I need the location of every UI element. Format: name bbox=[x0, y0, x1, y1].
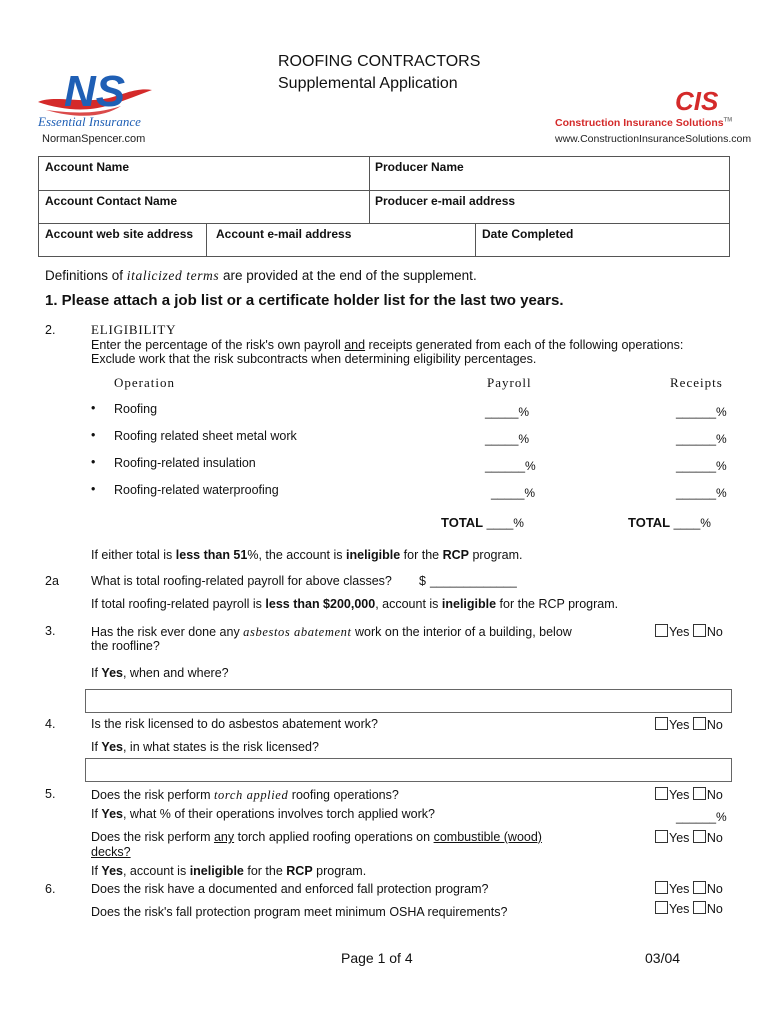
q6-number: 6. bbox=[45, 882, 56, 896]
q3-no-checkbox[interactable] bbox=[693, 624, 706, 637]
q3-text bbox=[91, 625, 572, 640]
op-row-receipts-input[interactable]: ______% bbox=[676, 432, 727, 446]
form-date: 03/04 bbox=[645, 950, 681, 966]
q6a-yes-label: Yes bbox=[669, 882, 690, 896]
definitions-term: italicized terms bbox=[126, 268, 220, 283]
account-info-table bbox=[38, 156, 730, 257]
op-row-receipts-input[interactable]: ______% bbox=[676, 459, 727, 473]
q2-line1-post: receipts generated from each of the following operations: bbox=[365, 338, 684, 352]
q4-text: Is the risk licensed to do asbestos abatement work? bbox=[91, 717, 378, 731]
q6a-yes-no bbox=[655, 881, 723, 896]
q2-note-b2: ineligible bbox=[346, 548, 401, 562]
q2a-note-pre: If total roofing-related payroll is bbox=[91, 597, 266, 611]
page-number: Page 1 of 4 bbox=[341, 950, 413, 966]
col-payroll: Payroll bbox=[487, 375, 532, 390]
q3-yes-label: Yes bbox=[669, 625, 690, 639]
ns-logo-website: NormanSpencer.com bbox=[42, 133, 146, 145]
cis-logo-name bbox=[555, 117, 732, 129]
q2a-note-b1: less than $200,000 bbox=[265, 597, 376, 611]
q6b-yes-checkbox[interactable] bbox=[655, 901, 668, 914]
q5-note-b1: Yes bbox=[101, 864, 123, 878]
q5-combustible-question bbox=[91, 830, 542, 844]
q2a-payroll-input[interactable]: _____________ bbox=[430, 574, 517, 588]
account-name-field[interactable]: Account Name bbox=[45, 160, 130, 174]
q2a-note-b2: ineligible bbox=[441, 597, 497, 611]
q3-if-post: , when and where? bbox=[122, 666, 229, 680]
col-operation: Operation bbox=[114, 375, 175, 390]
q6b-no-label: No bbox=[706, 902, 723, 916]
q5-note-pre: If bbox=[91, 864, 102, 878]
q4-answer-box[interactable] bbox=[85, 758, 732, 782]
q6b-no-checkbox[interactable] bbox=[693, 901, 706, 914]
op-row-label: Roofing-related insulation bbox=[114, 456, 256, 470]
op-row-payroll-input[interactable]: _____% bbox=[485, 405, 530, 419]
cis-logo bbox=[555, 86, 752, 148]
q4-if-b: Yes bbox=[101, 740, 123, 754]
q4-no-checkbox[interactable] bbox=[693, 717, 706, 730]
total-receipts-input[interactable]: ____% bbox=[673, 516, 711, 530]
ns-logo bbox=[36, 66, 156, 150]
q5-yes-no bbox=[655, 787, 723, 802]
q6b-yes-no bbox=[655, 901, 723, 916]
q6a-no-label: No bbox=[706, 882, 723, 896]
title-line1: ROOFING CONTRACTORS bbox=[278, 53, 481, 70]
q2a-number: 2a bbox=[45, 574, 59, 588]
total-receipts bbox=[628, 515, 711, 530]
op-row-label: Roofing-related waterproofing bbox=[114, 483, 279, 497]
question-1: 1. Please attach a job list or a certificate holder list for the last two years. bbox=[45, 292, 564, 309]
ns-logo-letters: NS bbox=[64, 67, 126, 116]
q5-qb-mid: torch applied roofing operations on bbox=[234, 830, 434, 844]
q5-note-b3: RCP bbox=[286, 864, 313, 878]
q2-note-b3: RCP bbox=[442, 548, 469, 562]
q5b-yes-no bbox=[655, 830, 723, 845]
q2-line1-und: and bbox=[344, 338, 366, 352]
op-row-receipts-input[interactable]: ______% bbox=[676, 405, 727, 419]
q6a-yes-checkbox[interactable] bbox=[655, 881, 668, 894]
q5-sub-question bbox=[91, 807, 435, 821]
q3-number: 3. bbox=[45, 624, 56, 638]
q2-heading: ELIGIBILITY bbox=[91, 322, 177, 337]
q3-post: work on the interior of a building, below bbox=[351, 625, 572, 639]
q5-yes-label: Yes bbox=[669, 788, 690, 802]
op-row-payroll-input[interactable]: _____% bbox=[491, 486, 536, 500]
q5-qb-und1: any bbox=[213, 830, 235, 844]
q5-no-label: No bbox=[706, 788, 723, 802]
title-line2: Supplemental Application bbox=[278, 75, 458, 92]
q3-no-label: No bbox=[706, 625, 723, 639]
q5-sub-post: , what % of their operations involves torch applied work? bbox=[122, 807, 435, 821]
q6-text-1: Does the risk have a documented and enforced fall protection program? bbox=[91, 882, 489, 896]
q4-no-label: No bbox=[706, 718, 723, 732]
q5-qb-pre: Does the risk perform bbox=[91, 830, 214, 844]
q2a-note-mid: , account is bbox=[375, 597, 442, 611]
q5b-no-checkbox[interactable] bbox=[693, 830, 706, 843]
q5-percent-input[interactable] bbox=[676, 810, 727, 824]
op-row-label: Roofing related sheet metal work bbox=[114, 429, 297, 443]
q2a-note-post: for the RCP program. bbox=[496, 597, 619, 611]
q5-note-mid: , account is bbox=[122, 864, 190, 878]
op-row-bullet: • bbox=[91, 428, 96, 442]
q5-qb-und2: combustible (wood) bbox=[433, 830, 542, 844]
q5-note-mid2: for the bbox=[243, 864, 287, 878]
q5-post: roofing operations? bbox=[288, 788, 399, 802]
q3-yes-no bbox=[655, 624, 723, 639]
cis-logo-website: www.ConstructionInsuranceSolutions.com bbox=[555, 133, 752, 145]
q5-combustible-question-line2: decks? bbox=[91, 845, 131, 859]
q5-no-checkbox[interactable] bbox=[693, 787, 706, 800]
q6b-yes-label: Yes bbox=[669, 902, 690, 916]
total-payroll bbox=[441, 515, 524, 530]
q2-line1-pre: Enter the percentage of the risk's own payroll bbox=[91, 338, 345, 352]
q5-pct-sign: % bbox=[716, 810, 727, 824]
definitions-post: are provided at the end of the supplement. bbox=[219, 268, 477, 283]
account-web-field[interactable]: Account web site address bbox=[45, 227, 194, 241]
q3-if-b: Yes bbox=[101, 666, 123, 680]
q2-note-post: program. bbox=[469, 548, 523, 562]
q4-if-post: , in what states is the risk licensed? bbox=[122, 740, 319, 754]
q5b-no-label: No bbox=[706, 831, 723, 845]
q5-sub-b: Yes bbox=[101, 807, 123, 821]
q3-if-pre: If bbox=[91, 666, 102, 680]
q3-term: asbestos abatement bbox=[243, 625, 352, 639]
total-receipts-label: TOTAL bbox=[628, 515, 671, 530]
q5b-yes-label: Yes bbox=[669, 831, 690, 845]
q4-if-pre: If bbox=[91, 740, 102, 754]
q5-sub-pre: If bbox=[91, 807, 102, 821]
q2a-text: What is total roofing-related payroll for above classes? bbox=[91, 574, 392, 588]
cis-logo-tm: TM bbox=[723, 117, 733, 124]
date-completed-field[interactable]: Date Completed bbox=[482, 227, 574, 241]
op-row-bullet: • bbox=[91, 482, 96, 496]
op-row-bullet: • bbox=[91, 455, 96, 469]
cis-logo-name-text: Construction Insurance Solutions bbox=[555, 117, 724, 129]
q3-answer-box[interactable] bbox=[85, 689, 732, 713]
q2-number: 2. bbox=[45, 323, 56, 337]
q3-pre: Has the risk ever done any bbox=[91, 625, 244, 639]
account-contact-name-field[interactable]: Account Contact Name bbox=[45, 194, 178, 208]
q2a-note bbox=[91, 597, 618, 611]
total-payroll-label: TOTAL bbox=[441, 515, 484, 530]
q5b-yes-checkbox[interactable] bbox=[655, 830, 668, 843]
q5-pre: Does the risk perform bbox=[91, 788, 214, 802]
q5-note-post: program. bbox=[312, 864, 367, 878]
col-receipts: Receipts bbox=[670, 375, 723, 390]
q2-instruction-2: Exclude work that the risk subcontracts when determining eligibility percentages. bbox=[91, 352, 537, 366]
q5-pct-blank[interactable]: ______ bbox=[676, 810, 717, 824]
definitions-pre: Definitions of bbox=[45, 268, 127, 283]
q2-note-b1: less than 51 bbox=[175, 548, 248, 562]
q4-number: 4. bbox=[45, 717, 56, 731]
q2-note-mid2: for the bbox=[400, 548, 443, 562]
op-row-label: Roofing bbox=[114, 402, 158, 416]
q3-yes-checkbox[interactable] bbox=[655, 624, 668, 637]
q5-text bbox=[91, 788, 399, 803]
q2-note-mid: %, the account is bbox=[247, 548, 347, 562]
producer-email-field[interactable]: Producer e-mail address bbox=[375, 194, 516, 208]
q4-followup bbox=[91, 740, 319, 754]
q5-ineligible-note bbox=[91, 864, 366, 878]
q4-yes-no bbox=[655, 717, 723, 732]
definitions-note bbox=[45, 268, 477, 284]
cis-logo-letters: CIS bbox=[675, 86, 719, 116]
producer-name-field[interactable]: Producer Name bbox=[375, 160, 464, 174]
q5-term: torch applied bbox=[213, 788, 289, 802]
total-payroll-input[interactable]: ____% bbox=[486, 516, 524, 530]
q6-text-2: Does the risk's fall protection program meet minimum OSHA requirements? bbox=[91, 905, 508, 919]
q3-followup bbox=[91, 666, 229, 680]
q4-yes-label: Yes bbox=[669, 718, 690, 732]
q5-number: 5. bbox=[45, 787, 56, 801]
q3-text-line2: the roofline? bbox=[91, 639, 160, 653]
q2a-dollar: $ bbox=[419, 574, 426, 588]
op-row-bullet: • bbox=[91, 401, 96, 415]
op-row-payroll-input[interactable]: _____% bbox=[485, 432, 530, 446]
q6a-no-checkbox[interactable] bbox=[693, 881, 706, 894]
account-email-field[interactable]: Account e-mail address bbox=[216, 227, 352, 241]
op-row-payroll-input[interactable]: ______% bbox=[485, 459, 536, 473]
q5-note-b2: ineligible bbox=[189, 864, 244, 878]
op-row-receipts-input[interactable]: ______% bbox=[676, 486, 727, 500]
q2-eligibility-note bbox=[91, 548, 523, 562]
q4-yes-checkbox[interactable] bbox=[655, 717, 668, 730]
q5-yes-checkbox[interactable] bbox=[655, 787, 668, 800]
q2-instruction-1 bbox=[91, 338, 683, 352]
q2-note-pre: If either total is bbox=[91, 548, 176, 562]
ns-logo-tagline: Essential Insurance bbox=[38, 114, 141, 129]
